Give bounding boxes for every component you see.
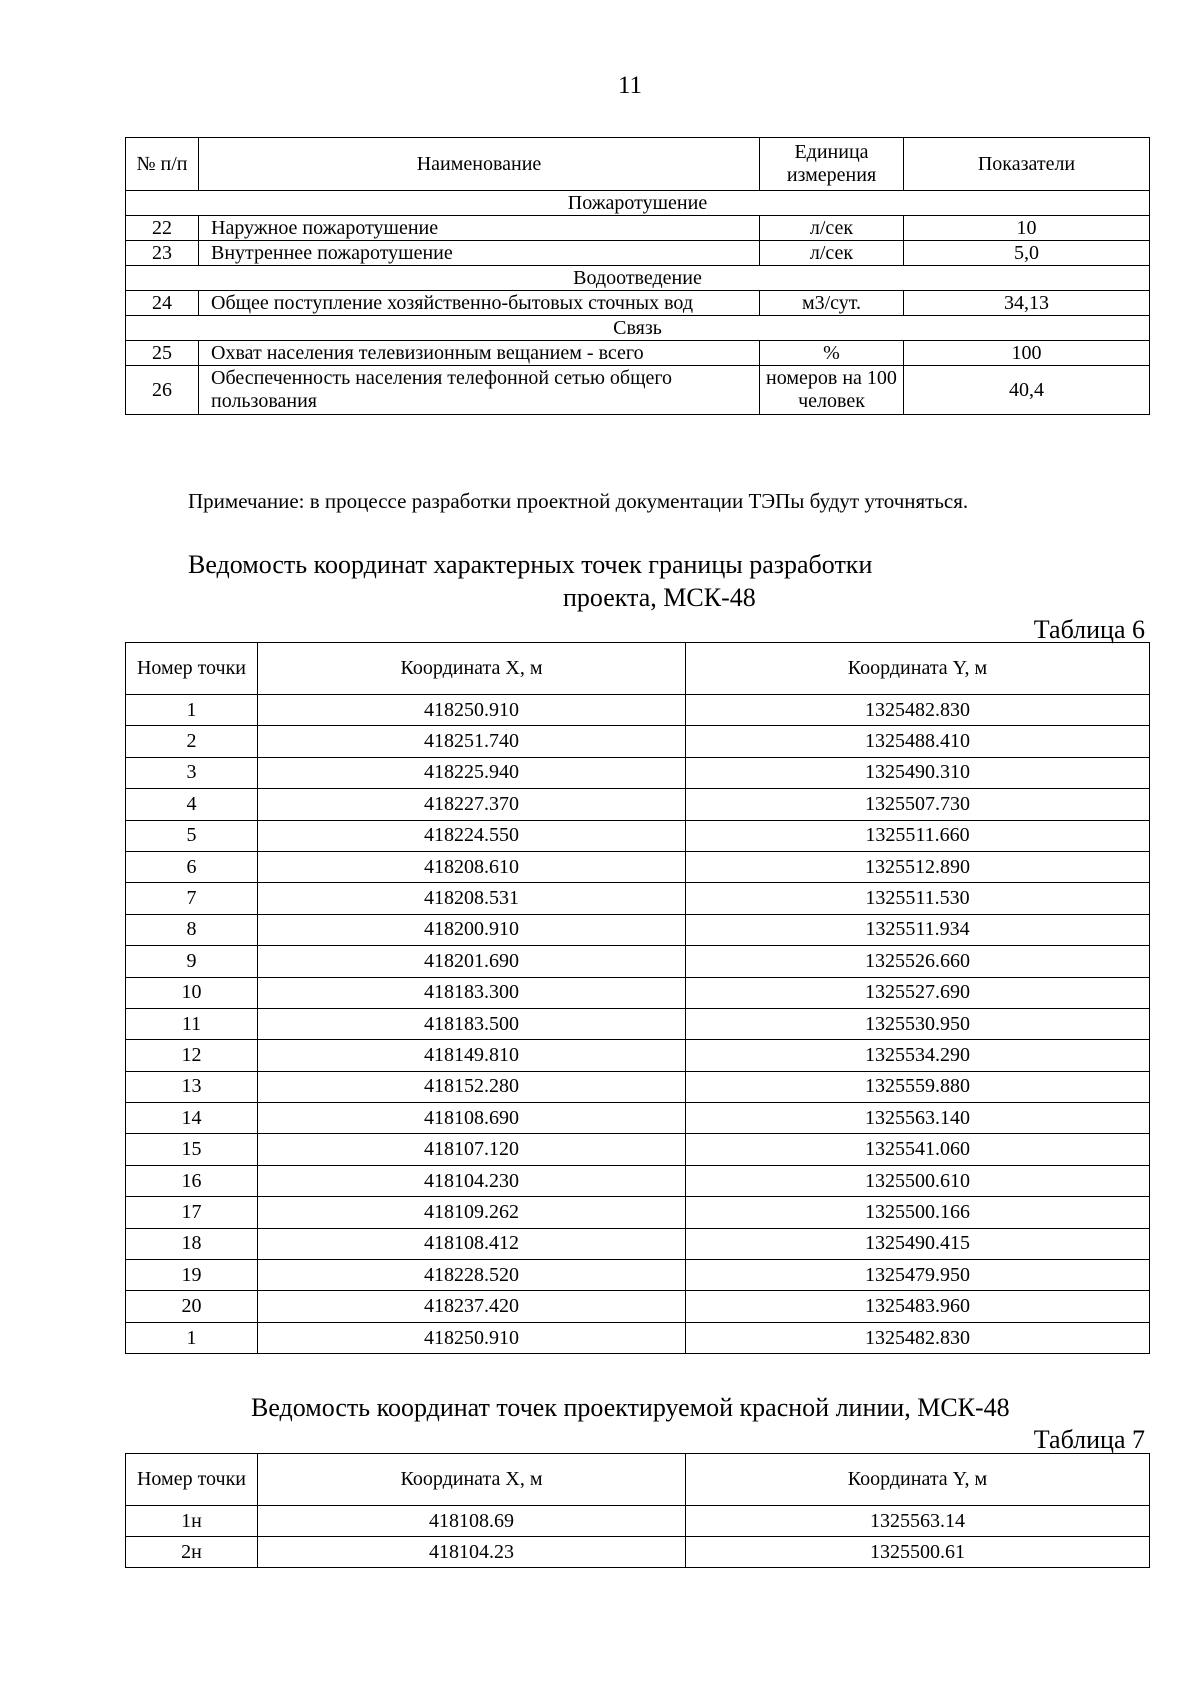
table-row bbox=[126, 341, 1150, 366]
boundary-coordinates-table bbox=[125, 642, 1150, 1354]
coordinate-x: 418227.370 bbox=[258, 789, 686, 820]
point-number: 14 bbox=[126, 1103, 258, 1134]
coordinate-x: 418228.520 bbox=[258, 1260, 686, 1291]
table-row bbox=[126, 883, 1150, 914]
coordinate-x: 418104.23 bbox=[258, 1537, 686, 1568]
coordinate-x: 418149.810 bbox=[258, 1040, 686, 1071]
coordinate-x: 418108.412 bbox=[258, 1228, 686, 1259]
coordinate-y: 1325511.934 bbox=[686, 914, 1150, 945]
coordinate-x: 418251.740 bbox=[258, 726, 686, 757]
section-title: Связь bbox=[126, 316, 1150, 341]
table-row bbox=[126, 241, 1150, 266]
coordinate-x: 418208.610 bbox=[258, 851, 686, 882]
section-row bbox=[126, 266, 1150, 291]
point-number: 1 bbox=[126, 695, 258, 726]
table-row bbox=[126, 1165, 1150, 1196]
table7-label: Таблица 7 bbox=[1033, 1425, 1145, 1454]
table-row bbox=[126, 726, 1150, 757]
row-unit: л/сек bbox=[760, 216, 904, 241]
coordinate-x: 418250.910 bbox=[258, 695, 686, 726]
row-value: 5,0 bbox=[904, 241, 1150, 266]
coordinate-y: 1325500.61 bbox=[686, 1537, 1150, 1568]
table-row bbox=[126, 1291, 1150, 1322]
coordinate-y: 1325512.890 bbox=[686, 851, 1150, 882]
coordinate-x: 418200.910 bbox=[258, 914, 686, 945]
table-row bbox=[126, 1228, 1150, 1259]
row-name: Обеспеченность населения телефонной сетью общего пользования bbox=[199, 366, 760, 415]
coordinate-y: 1325534.290 bbox=[686, 1040, 1150, 1071]
row-name: Внутреннее пожаротушение bbox=[199, 241, 760, 266]
coordinate-y: 1325490.310 bbox=[686, 757, 1150, 788]
table7-title: Ведомость координат точек проектируемой красной линии, МСК-48 bbox=[251, 1393, 1010, 1422]
coordinate-y: 1325559.880 bbox=[686, 1071, 1150, 1102]
coordinate-x: 418201.690 bbox=[258, 946, 686, 977]
coordinate-x: 418183.300 bbox=[258, 977, 686, 1008]
coordinate-y: 1325511.660 bbox=[686, 820, 1150, 851]
row-unit: л/сек bbox=[760, 241, 904, 266]
point-number: 8 bbox=[126, 914, 258, 945]
coordinate-x: 418104.230 bbox=[258, 1165, 686, 1196]
point-number: 7 bbox=[126, 883, 258, 914]
table-row bbox=[126, 946, 1150, 977]
header-point: Номер точки bbox=[126, 1454, 258, 1506]
row-name: Общее поступление хозяйственно-бытовых сточных вод bbox=[199, 291, 760, 316]
header-name: Наименование bbox=[199, 138, 760, 191]
point-number: 2 bbox=[126, 726, 258, 757]
row-number: 25 bbox=[126, 341, 199, 366]
point-number: 13 bbox=[126, 1071, 258, 1102]
point-number: 17 bbox=[126, 1197, 258, 1228]
coordinate-y: 1325527.690 bbox=[686, 977, 1150, 1008]
header-value: Показатели bbox=[904, 138, 1150, 191]
coordinate-y: 1325511.530 bbox=[686, 883, 1150, 914]
page-number: 11 bbox=[617, 72, 643, 99]
row-value: 10 bbox=[904, 216, 1150, 241]
table-row bbox=[126, 1071, 1150, 1102]
table-header-row bbox=[126, 1454, 1150, 1506]
header-x: Координата X, м bbox=[258, 643, 686, 695]
section-row bbox=[126, 191, 1150, 216]
coordinate-y: 1325563.140 bbox=[686, 1103, 1150, 1134]
row-number: 26 bbox=[126, 366, 199, 415]
header-x: Координата X, м bbox=[258, 1454, 686, 1506]
table-row bbox=[126, 1260, 1150, 1291]
point-number: 11 bbox=[126, 1008, 258, 1039]
table-header-row bbox=[126, 643, 1150, 695]
coordinate-y: 1325488.410 bbox=[686, 726, 1150, 757]
row-value: 34,13 bbox=[904, 291, 1150, 316]
row-number: 22 bbox=[126, 216, 199, 241]
note-text: Примечание: в процессе разработки проектной документации ТЭПы будут уточняться. bbox=[188, 489, 969, 513]
table-row bbox=[126, 216, 1150, 241]
point-number: 18 bbox=[126, 1228, 258, 1259]
section-row bbox=[126, 316, 1150, 341]
section-title: Водоотведение bbox=[126, 266, 1150, 291]
coordinate-y: 1325479.950 bbox=[686, 1260, 1150, 1291]
table-row bbox=[126, 1008, 1150, 1039]
point-number: 1 bbox=[126, 1322, 258, 1353]
coordinate-y: 1325563.14 bbox=[686, 1506, 1150, 1537]
point-number: 2н bbox=[126, 1537, 258, 1568]
table-row bbox=[126, 366, 1150, 415]
table6-title-line1: Ведомость координат характерных точек границы разработки bbox=[188, 550, 873, 579]
header-y: Координата Y, м bbox=[686, 1454, 1150, 1506]
table-row bbox=[126, 789, 1150, 820]
row-unit: номеров на 100 человек bbox=[760, 366, 904, 415]
indicators-table bbox=[125, 137, 1150, 415]
coordinate-y: 1325530.950 bbox=[686, 1008, 1150, 1039]
coordinate-y: 1325482.830 bbox=[686, 1322, 1150, 1353]
coordinate-x: 418109.262 bbox=[258, 1197, 686, 1228]
coordinate-y: 1325500.610 bbox=[686, 1165, 1150, 1196]
table-row bbox=[126, 1322, 1150, 1353]
table-row bbox=[126, 820, 1150, 851]
table-row bbox=[126, 1134, 1150, 1165]
coordinate-x: 418108.690 bbox=[258, 1103, 686, 1134]
table-row bbox=[126, 757, 1150, 788]
coordinate-y: 1325526.660 bbox=[686, 946, 1150, 977]
point-number: 19 bbox=[126, 1260, 258, 1291]
table-row bbox=[126, 695, 1150, 726]
point-number: 20 bbox=[126, 1291, 258, 1322]
table-row bbox=[126, 1506, 1150, 1537]
table-row bbox=[126, 291, 1150, 316]
coordinate-x: 418108.69 bbox=[258, 1506, 686, 1537]
table-row bbox=[126, 1040, 1150, 1071]
table-header-row bbox=[126, 138, 1150, 191]
row-value: 40,4 bbox=[904, 366, 1150, 415]
point-number: 1н bbox=[126, 1506, 258, 1537]
point-number: 3 bbox=[126, 757, 258, 788]
coordinate-y: 1325507.730 bbox=[686, 789, 1150, 820]
table-row bbox=[126, 977, 1150, 1008]
table-row bbox=[126, 1103, 1150, 1134]
table-row bbox=[126, 851, 1150, 882]
coordinate-x: 418237.420 bbox=[258, 1291, 686, 1322]
point-number: 16 bbox=[126, 1165, 258, 1196]
coordinate-y: 1325482.830 bbox=[686, 695, 1150, 726]
table6-title-line2: проекта, МСК-48 bbox=[563, 583, 756, 612]
table-row bbox=[126, 1537, 1150, 1568]
coordinate-y: 1325541.060 bbox=[686, 1134, 1150, 1165]
row-value: 100 bbox=[904, 341, 1150, 366]
point-number: 10 bbox=[126, 977, 258, 1008]
point-number: 15 bbox=[126, 1134, 258, 1165]
table-row bbox=[126, 914, 1150, 945]
table-row bbox=[126, 1197, 1150, 1228]
coordinate-x: 418225.940 bbox=[258, 757, 686, 788]
coordinate-x: 418152.280 bbox=[258, 1071, 686, 1102]
point-number: 12 bbox=[126, 1040, 258, 1071]
row-name: Наружное пожаротушение bbox=[199, 216, 760, 241]
row-name: Охват населения телевизионным вещанием - всего bbox=[199, 341, 760, 366]
coordinate-x: 418224.550 bbox=[258, 820, 686, 851]
section-title: Пожаротушение bbox=[126, 191, 1150, 216]
coordinate-x: 418183.500 bbox=[258, 1008, 686, 1039]
point-number: 9 bbox=[126, 946, 258, 977]
coordinate-y: 1325500.166 bbox=[686, 1197, 1150, 1228]
coordinate-x: 418250.910 bbox=[258, 1322, 686, 1353]
row-unit: % bbox=[760, 341, 904, 366]
table6-label: Таблица 6 bbox=[1033, 615, 1145, 644]
red-line-coordinates-table bbox=[125, 1453, 1150, 1568]
point-number: 4 bbox=[126, 789, 258, 820]
coordinate-y: 1325483.960 bbox=[686, 1291, 1150, 1322]
header-y: Координата Y, м bbox=[686, 643, 1150, 695]
coordinate-x: 418208.531 bbox=[258, 883, 686, 914]
header-point: Номер точки bbox=[126, 643, 258, 695]
point-number: 5 bbox=[126, 820, 258, 851]
header-num: № п/п bbox=[126, 138, 199, 191]
point-number: 6 bbox=[126, 851, 258, 882]
coordinate-y: 1325490.415 bbox=[686, 1228, 1150, 1259]
header-unit: Единица измерения bbox=[760, 138, 904, 191]
row-number: 23 bbox=[126, 241, 199, 266]
coordinate-x: 418107.120 bbox=[258, 1134, 686, 1165]
row-unit: м3/сут. bbox=[760, 291, 904, 316]
row-number: 24 bbox=[126, 291, 199, 316]
